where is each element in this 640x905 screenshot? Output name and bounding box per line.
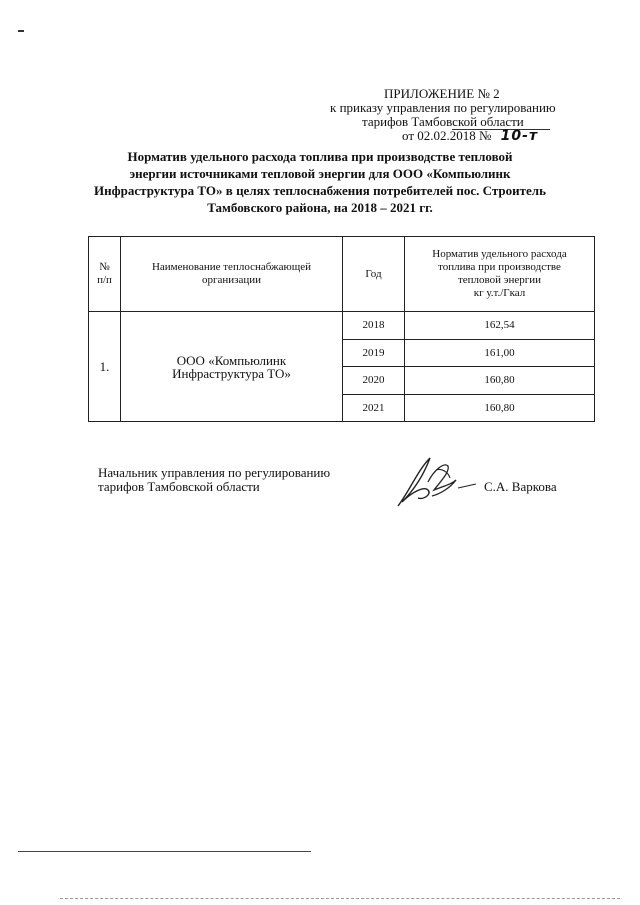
year-cell: 2019 <box>343 340 405 367</box>
organization-line: Инфраструктура ТО» <box>172 365 291 381</box>
scan-bottom-edge <box>60 898 620 900</box>
signer-position-line: тарифов Тамбовской области <box>98 479 260 494</box>
organization-name <box>121 312 343 422</box>
norm-table <box>88 236 595 422</box>
value-cell: 160,80 <box>405 367 595 395</box>
value-cell: 162,54 <box>405 312 595 340</box>
header-org <box>121 237 343 312</box>
scan-speck <box>18 30 24 32</box>
year-cell: 2021 <box>343 395 405 422</box>
appendix-title: ПРИЛОЖЕНИЕ № 2 <box>384 86 500 101</box>
year-cell: 2020 <box>343 367 405 395</box>
header-num-line: п/п <box>97 274 112 286</box>
year-cell: 2018 <box>343 312 405 340</box>
order-date-line <box>402 129 538 143</box>
title-line: энергии источниками тепловой энергии для ООО «Компьюлинк <box>129 166 511 181</box>
organization-line: ООО «Компьюлинк <box>176 352 287 368</box>
signer-name: С.А. Варкова <box>484 479 557 494</box>
header-norm <box>405 237 595 312</box>
title-line: Тамбовского района, на 2018 – 2021 гг. <box>207 200 433 215</box>
header-year-label: Год <box>365 267 382 280</box>
header-norm-line: кг у.т./Гкал <box>473 287 526 299</box>
order-number: 10-т <box>500 128 539 144</box>
order-reference-line: к приказу управления по регулированию <box>330 100 556 115</box>
header-year <box>343 237 405 312</box>
order-date: от 02.02.2018 № <box>402 128 492 143</box>
handwritten-signature <box>388 452 480 510</box>
header-num-line: № <box>99 261 110 273</box>
authority-line: тарифов Тамбовской области <box>362 114 524 129</box>
row-number: 1. <box>89 312 121 422</box>
value-cell: 160,80 <box>405 395 595 422</box>
header-num <box>89 237 121 312</box>
signer-position-line: Начальник управления по регулированию <box>98 465 331 480</box>
header-org-line: Наименование теплоснабжающей <box>151 261 312 273</box>
header-org-line: организации <box>201 274 262 286</box>
header-norm-line: топлива при производстве <box>438 261 561 273</box>
title-line: Инфраструктура ТО» в целях теплоснабжения потребителей пос. Строитель <box>94 183 546 198</box>
title-line: Норматив удельного расхода топлива при производстве тепловой <box>127 149 513 164</box>
table-header-row <box>89 237 595 312</box>
document-title <box>80 148 560 216</box>
header-norm-line: тепловой энергии <box>457 274 542 286</box>
value-cell: 161,00 <box>405 340 595 367</box>
header-norm-line: Норматив удельного расхода <box>432 248 567 260</box>
table-row <box>89 312 595 340</box>
footnote-divider <box>18 851 311 852</box>
